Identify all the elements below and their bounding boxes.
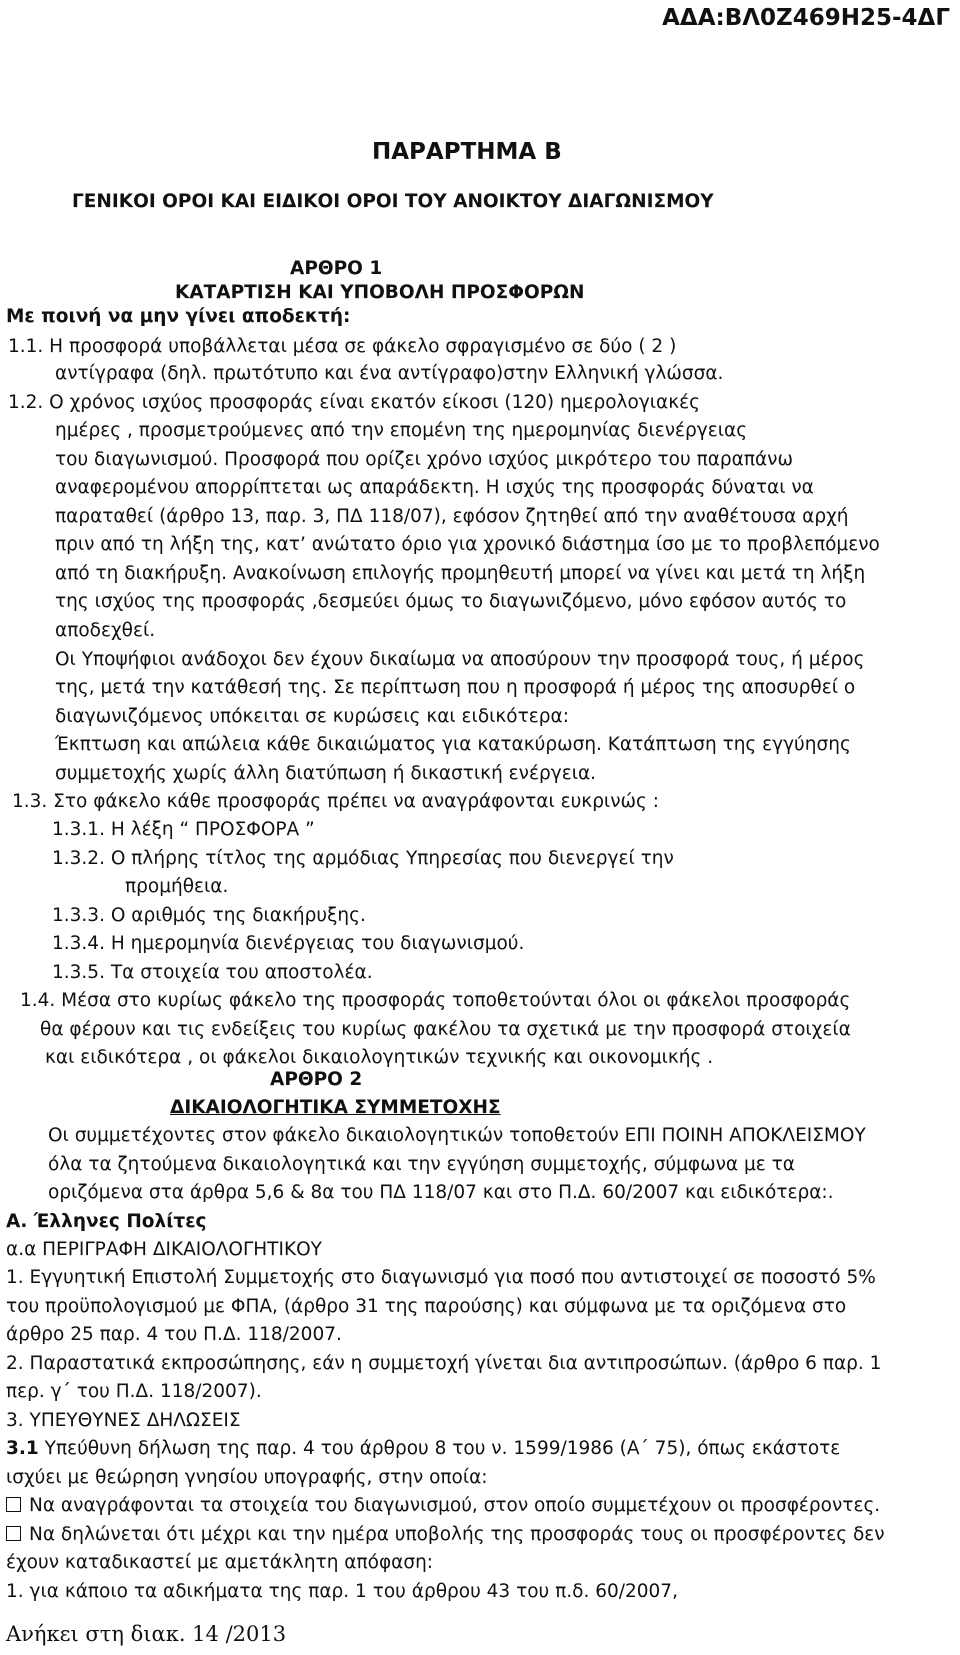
page-subtitle: ΓΕΝΙΚΟΙ ΟΡΟΙ ΚΑΙ ΕΙΔΙΚΟΙ ΟΡΟΙ ΤΟΥ ΑΝΟΙΚΤΟΥ ΔΙΑΓΩΝΙΣΜΟΥ — [72, 191, 714, 212]
paragraph-line: 1. για κάποιο τα αδικήματα της παρ. 1 του άρθρου 43 του π.δ. 60/2007, — [6, 1581, 678, 1602]
section-a-heading: Α. Έλληνες Πολίτες — [6, 1211, 207, 1232]
paragraph-line: άρθρο 25 παρ. 4 του Π.Δ. 118/2007. — [6, 1324, 342, 1345]
paragraph-line: αντίγραφα (δηλ. πρωτότυπο και ένα αντίγραφο)στην Ελληνική γλώσσα. — [55, 363, 724, 384]
paragraph-line: και ειδικότερα , οι φάκελοι δικαιολογητικών τεχνικής και οικονομικής . — [45, 1047, 714, 1068]
article2-heading: ΑΡΘΡΟ 2 — [270, 1069, 363, 1090]
item-3-1-text: Υπεύθυνη δήλωση της παρ. 4 του άρθρου 8 του ν. 1599/1986 (Α΄ 75), όπως εκάστοτε — [38, 1438, 841, 1459]
paragraph-line: 1.3.1. Η λέξη “ ΠΡΟΣΦΟΡΑ ” — [52, 819, 315, 840]
paragraph-line: προμήθεια. — [125, 876, 229, 897]
paragraph-line: οριζόμενα στα άρθρα 5,6 & 8α του ΠΔ 118/07 και στο Π.Δ. 60/2007 και ειδικότερα:. — [48, 1182, 834, 1203]
paragraph-line: Έκπτωση και απώλεια κάθε δικαιώματος για κατακύρωση. Κατάπτωση της εγγύησης — [55, 734, 851, 755]
paragraph-line: 1.4. Μέσα στο κυρίως φάκελο της προσφοράς τοποθετούνται όλοι οι φάκελοι προσφοράς — [20, 990, 851, 1011]
paragraph-line: θα φέρουν και τις ενδείξεις του κυρίως φακέλου τα σχετικά με την προσφορά στοιχεία — [40, 1019, 851, 1040]
article1-warning: Με ποινή να μην γίνει αποδεκτή: — [6, 306, 351, 327]
section-a-subheading: α.α ΠΕΡΙΓΡΑΦΗ ΔΙΚΑΙΟΛΟΓΗΤΙΚΟΥ — [6, 1239, 322, 1260]
article2-title: ΔΙΚΑΙΟΛΟΓΗΤΙΚΑ ΣΥΜΜΕΤΟΧΗΣ — [170, 1097, 501, 1118]
paragraph-line: του διαγωνισμού. Προσφορά που ορίζει χρόνο ισχύος μικρότερο του παραπάνω — [55, 449, 793, 470]
ada-code: ΑΔΑ:ΒΛ0Ζ469Η25-4ΔΓ — [662, 5, 950, 31]
paragraph-line: Οι Υποψήφιοι ανάδοχοι δεν έχουν δικαίωμα να αποσύρουν την προσφορά τους, ή μέρος — [55, 649, 865, 670]
paragraph-line: έχουν καταδικαστεί με αμετάκλητη απόφαση: — [6, 1552, 434, 1573]
paragraph-line: 2. Παραστατικά εκπροσώπησης, εάν η συμμετοχή γίνεται δια αντιπροσώπων. (άρθρο 6 παρ. 1 — [6, 1353, 882, 1374]
paragraph-line: 1. Εγγυητική Επιστολή Συμμετοχής στο διαγωνισμό για ποσό που αντιστοιχεί σε ποσοστό 5% — [6, 1267, 876, 1288]
paragraph-line: πριν από τη λήξη της, κατ’ ανώτατο όριο για χρονικό διάστημα ίσο με το προβλεπόμενο — [55, 534, 880, 555]
paragraph-line: αποδεχθεί. — [55, 620, 156, 641]
paragraph-line: 1.3.4. Η ημερομηνία διενέργειας του διαγωνισμού. — [52, 933, 525, 954]
paragraph-line: της, μετά την κατάθεσή της. Σε περίπτωση που η προσφορά ή μέρος της αποσυρθεί ο — [55, 677, 856, 698]
paragraph-line: περ. γ΄ του Π.Δ. 118/2007). — [6, 1381, 262, 1402]
checkbox-icon — [6, 1526, 21, 1541]
checkbox-text: Να δηλώνεται ότι μέχρι και την ημέρα υποβολής της προσφοράς τους οι προσφέροντες δεν — [29, 1524, 885, 1545]
paragraph-line: 1.1. Η προσφορά υποβάλλεται μέσα σε φάκελο σφραγισμένο σε δύο ( 2 ) — [8, 336, 677, 357]
paragraph-line: από τη διακήρυξη. Ανακοίνωση επιλογής προμηθευτή μπορεί να γίνει και μετά τη λήξη — [55, 563, 866, 584]
checkbox-item — [6, 1523, 885, 1547]
paragraph-line: αναφερομένου απορρίπτεται ως απαράδεκτη. Η ισχύς της προσφοράς δύναται να — [55, 477, 814, 498]
checkbox-icon — [6, 1497, 21, 1512]
paragraph-line: συμμετοχής χωρίς άλλη διατύπωση ή δικαστική ενέργεια. — [55, 763, 597, 784]
page-title: ΠΑΡΑΡΤΗΜΑ Β — [372, 139, 562, 165]
paragraph-line: 1.3.2. Ο πλήρης τίτλος της αρμόδιας Υπηρεσίας που διενεργεί την — [52, 848, 674, 869]
article1-title: ΚΑΤΑΡΤΙΣΗ ΚΑΙ ΥΠΟΒΟΛΗ ΠΡΟΣΦΟΡΩΝ — [175, 282, 585, 303]
paragraph-line: του προϋπολογισμού με ΦΠΑ, (άρθρο 31 της παρούσης) και σύμφωνα με τα οριζόμενα στο — [6, 1296, 847, 1317]
paragraph-line: όλα τα ζητούμενα δικαιολογητικά και την εγγύηση συμμετοχής, σύμφωνα με τα — [48, 1154, 795, 1175]
checkbox-text: Να αναγράφονται τα στοιχεία του διαγωνισμού, στον οποίο συμμετέχουν οι προσφέροντες. — [29, 1495, 881, 1516]
paragraph-line: 1.3. Στο φάκελο κάθε προσφοράς πρέπει να αναγράφονται ευκρινώς : — [12, 791, 659, 812]
paragraph-line: της ισχύος της προσφοράς ,δεσμεύει όμως το διαγωνιζόμενο, μόνο εφόσον αυτός το — [55, 591, 847, 612]
item-3-1-number: 3.1 — [6, 1438, 39, 1459]
paragraph-line: 1.2. Ο χρόνος ισχύος προσφοράς είναι εκατόν είκοσι (120) ημερολογιακές — [8, 392, 700, 413]
paragraph-line: διαγωνιζόμενος υπόκειται σε κυρώσεις και ειδικότερα: — [55, 706, 569, 727]
checkbox-item — [6, 1494, 880, 1518]
paragraph-line: 1.3.3. Ο αριθμός της διακήρυξης. — [52, 905, 366, 926]
article1-heading: ΑΡΘΡΟ 1 — [290, 258, 383, 279]
paragraph-line: ημέρες , προσμετρούμενες από την επομένη της ημερομηνίας διενέργειας — [55, 420, 748, 441]
paragraph-line: Οι συμμετέχοντες στον φάκελο δικαιολογητικών τοποθετούν ΕΠΙ ΠΟΙΝΗ ΑΠΟΚΛΕΙΣΜΟΥ — [48, 1125, 866, 1146]
paragraph-line: 1.3.5. Τα στοιχεία του αποστολέα. — [52, 962, 373, 983]
paragraph-line: 3. ΥΠΕΥΘΥΝΕΣ ΔΗΛΩΣΕΙΣ — [6, 1410, 241, 1431]
paragraph-line: παραταθεί (άρθρο 13, παρ. 3, ΠΔ 118/07), εφόσον ζητηθεί από την αναθέτουσα αρχή — [55, 506, 849, 527]
item-3-1 — [6, 1437, 840, 1461]
footer-note: Ανήκει στη διακ. 14 /2013 — [6, 1622, 287, 1646]
paragraph-line: ισχύει με θεώρηση γνησίου υπογραφής, στην οποία: — [6, 1467, 488, 1488]
